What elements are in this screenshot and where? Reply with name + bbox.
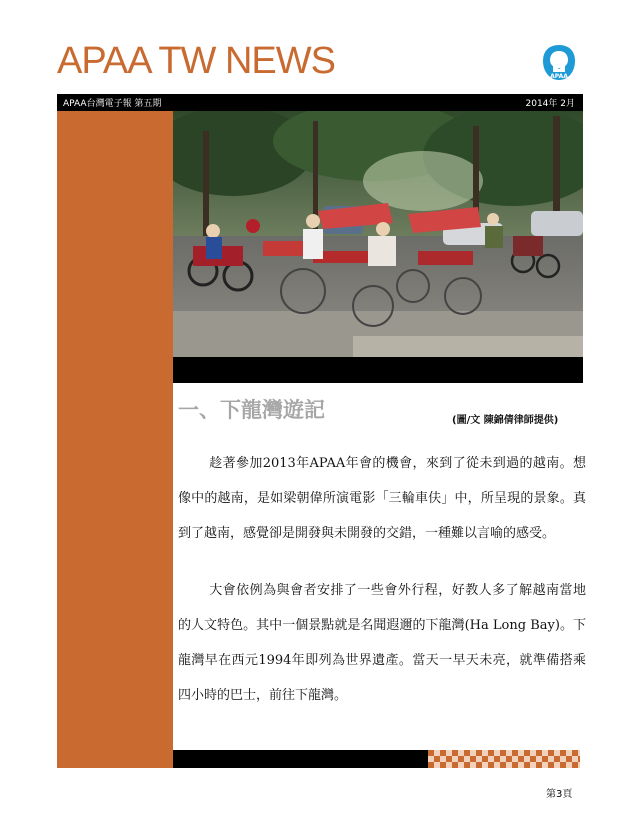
article-paragraph: 大會依例為與會者安排了一些會外行程，好教人多了解越南當地的人文特色。其中一個景點就是名聞遐邇的下龍灣(Ha Long Bay)。下龍灣早在西元1994年即列為世界遺產。當天一早天未亮，就準備搭乘四小時的巴士，前往下龍灣。 bbox=[178, 583, 586, 703]
photo-caption-bar bbox=[173, 357, 583, 383]
side-color-column bbox=[57, 111, 173, 768]
article-body bbox=[178, 446, 586, 735]
issue-label: APAA台灣電子報 第五期 bbox=[63, 99, 162, 109]
article-credit: (圖/文 陳錦倩律師提供) bbox=[452, 415, 559, 426]
issue-date: 2014年 2月 bbox=[525, 99, 575, 109]
article-heading: 一、下龍灣遊記 bbox=[178, 398, 325, 422]
page-number: 第3頁 bbox=[546, 789, 573, 800]
article-paragraph: 趁著參加2013年APAA年會的機會，來到了從未到過的越南。想像中的越南，是如梁朝偉所演電影「三輪車伕」中，所呈現的景象。真到了越南，感覺卻是開發與未開發的交錯，一種難以言喻的感受。 bbox=[178, 456, 586, 541]
footer-checker-pattern bbox=[428, 750, 580, 768]
footer-black-bar bbox=[173, 750, 428, 768]
apaa-logo-icon bbox=[541, 43, 577, 83]
issue-bar bbox=[57, 94, 583, 111]
masthead-title: APAA TW NEWS bbox=[57, 40, 335, 82]
article-photo bbox=[173, 111, 583, 357]
logo-text: APAA bbox=[550, 73, 568, 80]
